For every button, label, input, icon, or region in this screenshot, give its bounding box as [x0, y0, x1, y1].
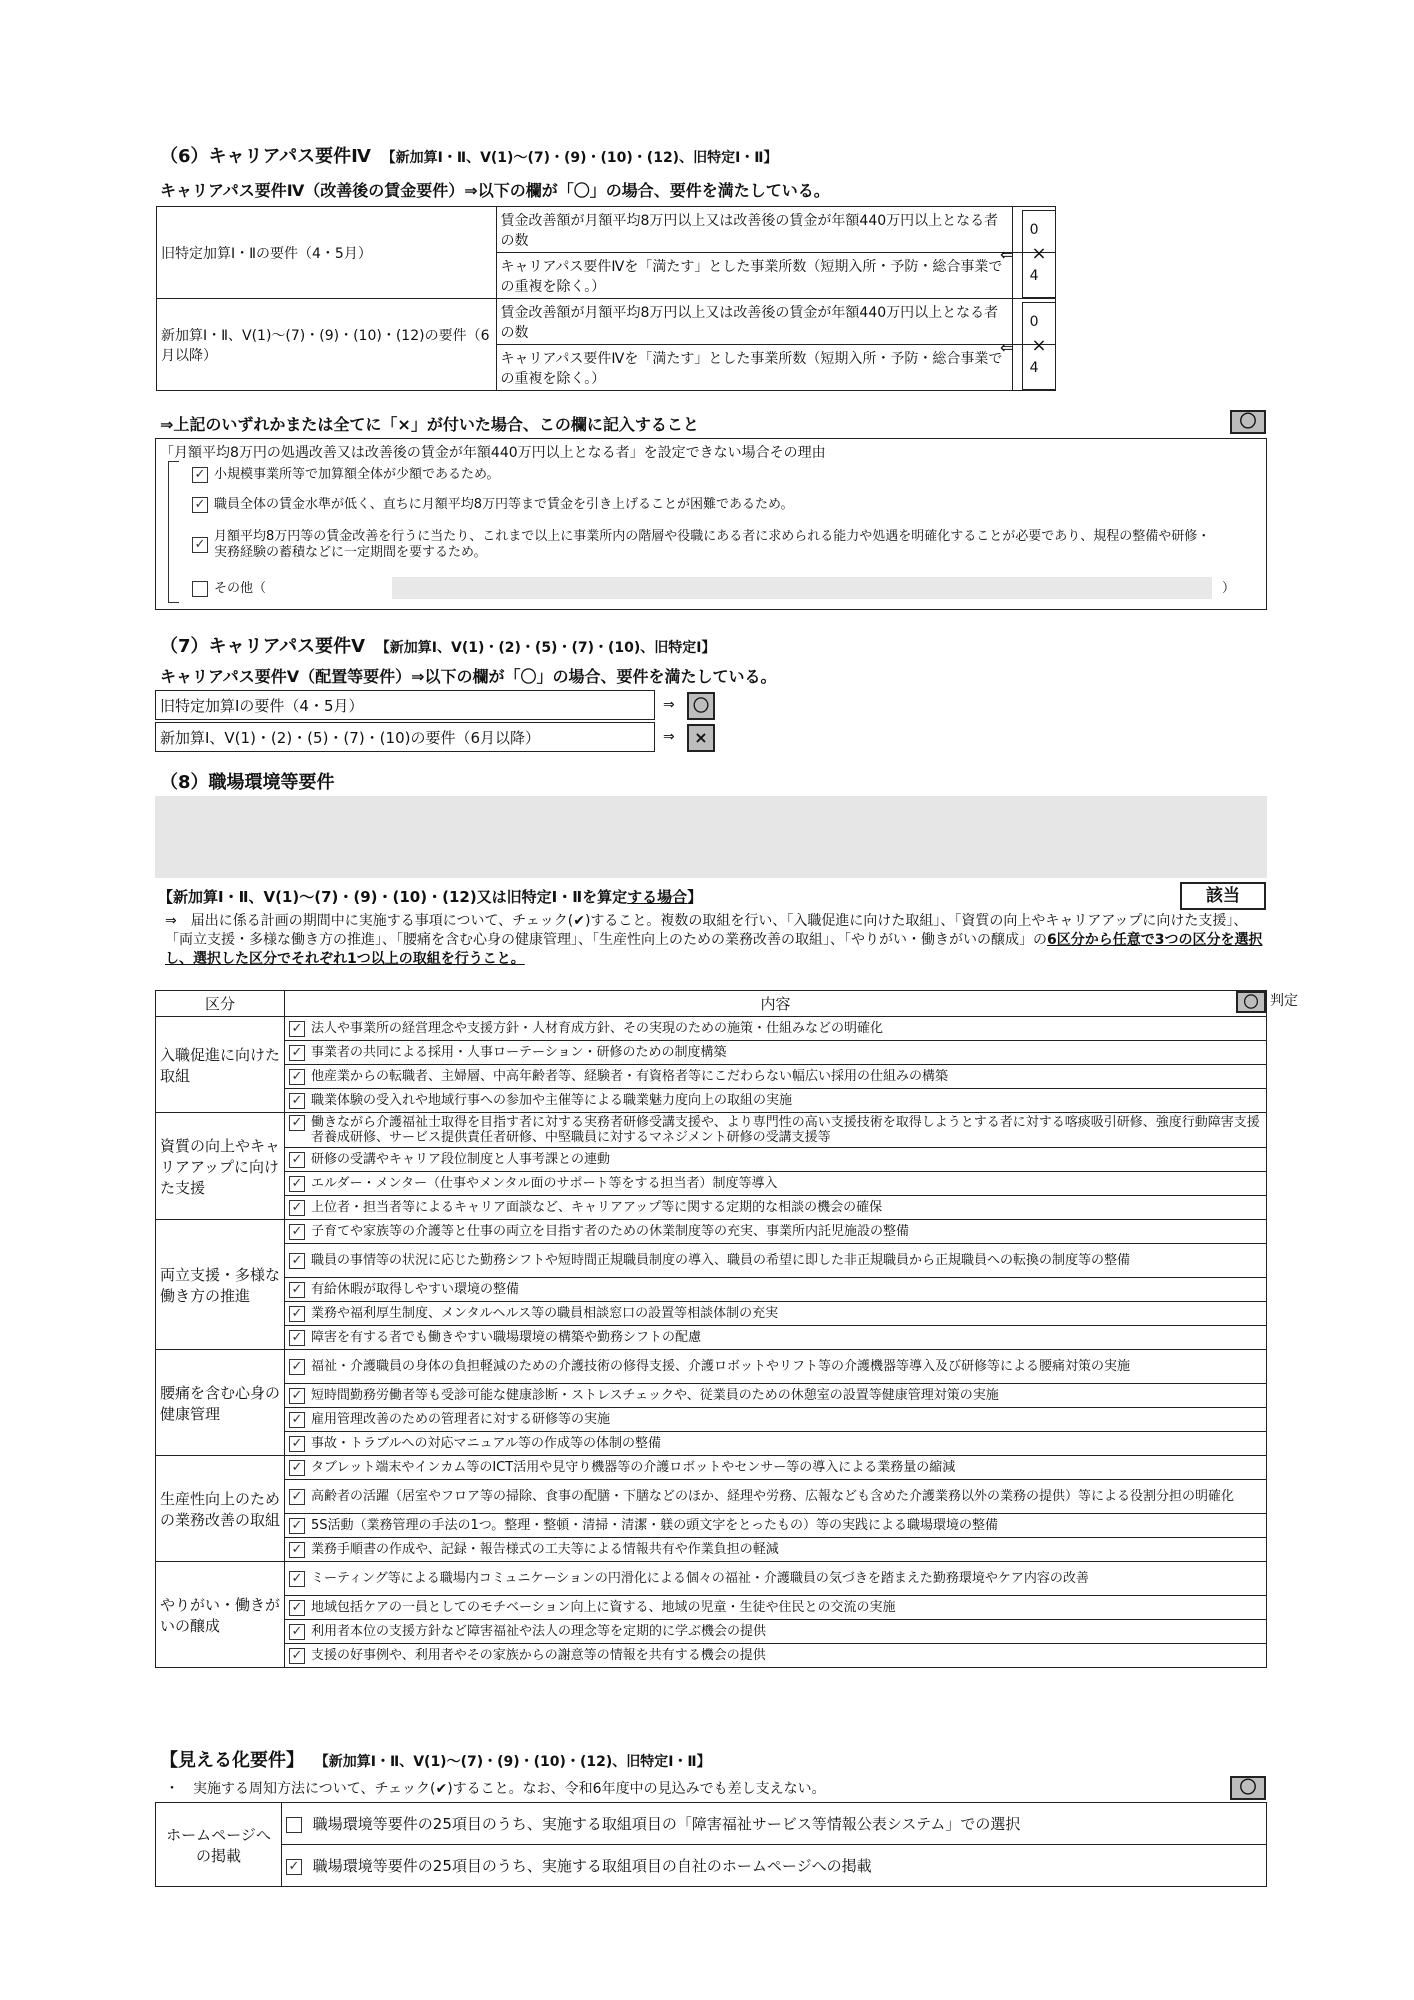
- env-col-content: [285, 991, 1267, 1017]
- reason-2[interactable]: [192, 497, 1252, 513]
- reason-3-checkbox[interactable]: ✓: [192, 537, 208, 553]
- env-item-text: 法人や事業所の経営理念や支援方針・人材育成方針、その実現のための施策・仕組みなどの明確化: [311, 1020, 884, 1036]
- sec6-row2-item2: キャリアパス要件Ⅳを「満たす」とした事業所数（短期入所・予防・総合事業での重複を除く。）: [496, 345, 1013, 391]
- env-row: [156, 1620, 1267, 1644]
- env-item[interactable]: [285, 1172, 1267, 1196]
- sec6-note: ⇒上記のいずれかまたは全てに「×」が付いた場合、この欄に記入すること: [160, 415, 699, 434]
- env-item-text: ミーティング等による職場内コミュニケーションの円滑化による個々の福祉・介護職員の気づきを踏まえた勤務環境やケア内容の改善: [311, 1570, 1089, 1586]
- env-row: [156, 1244, 1267, 1278]
- sec6-row1-item1-value: 0: [1013, 207, 1056, 253]
- env-item[interactable]: [285, 1017, 1267, 1041]
- env-item-text: 支援の好事例や、利用者やその家族からの謝意等の情報を共有する機会の提供: [311, 1647, 766, 1663]
- env-item-checkbox[interactable]: ✓: [289, 1306, 305, 1322]
- mieru-cat: ホームページへの掲載: [156, 1803, 282, 1887]
- env-category: 資質の向上やキャリアアップに向けた支援: [156, 1113, 285, 1220]
- sec7-row2-label: 新加算Ⅰ、Ⅴ(1)・(2)・(5)・(7)・(10)の要件（6月以降）: [155, 722, 655, 752]
- sec6-row2-item1-value: 0: [1013, 299, 1056, 345]
- env-item-checkbox[interactable]: ✓: [289, 1388, 305, 1404]
- env-item-text: 上位者・担当者等によるキャリア面談など、キャリアアップ等に関する定期的な相談の機会の確保: [311, 1199, 883, 1215]
- env-item[interactable]: [285, 1432, 1267, 1456]
- sec6-subtitle: キャリアパス要件Ⅳ（改善後の賃金要件）⇒以下の欄が「〇」の場合、要件を満たしている。: [160, 181, 830, 200]
- sec8-instr-a: ⇒ 届出に係る計画の期間中に実施する事項について、チェック(✔)すること。複数の取組を行い、「入職促進に向けた取組」、「資質の向上やキャリアアップに向けた支援」、「両立支援・多様な働き方の推進」、「腰痛を含む心身の健康管理」、「生産性向上のための業務改善の取組」、「やりがい・働きがいの醸成」の: [165, 913, 1248, 948]
- env-item-text: 短時間勤務労働者等も受診可能な健康診断・ストレスチェックや、従業員のための休憩室の設置等健康管理対策の実施: [311, 1387, 999, 1403]
- env-item[interactable]: [285, 1562, 1267, 1596]
- sec6-row1-label: 旧特定加算Ⅰ・Ⅱの要件（4・5月）: [157, 207, 497, 299]
- env-item-text: 利用者本位の支援方針など障害福祉や法人の理念等を定期的に学ぶ機会の提供: [311, 1623, 767, 1639]
- env-row: [156, 1456, 1267, 1480]
- sec8-cond-text: 【新加算Ⅰ・Ⅱ、Ⅴ(1)～(7)・(9)・(10)・(12)又は旧特定Ⅰ・Ⅱを算定: [158, 888, 628, 906]
- sec8-cond-underlined: する場合: [627, 888, 688, 906]
- sec7-title-line: [160, 632, 715, 658]
- sec6-row2-result: ×: [1022, 302, 1056, 390]
- sec7-row1-arrow: ⇒: [663, 697, 675, 713]
- env-category: 腰痛を含む心身の健康管理: [156, 1350, 285, 1456]
- env-item-text: 職員の事情等の状況に応じた勤務シフトや短時間正規職員制度の導入、職員の希望に即した非正規職員から正規職員への転換の制度等の整備: [311, 1252, 1131, 1268]
- env-item[interactable]: [285, 1196, 1267, 1220]
- env-item-text: タブレット端末やインカム等のICT活用や見守り機器等の介護ロボットやセンサー等の導入による業務量の縮減: [311, 1459, 956, 1475]
- reason-3-text: 月額平均8万円等の賃金改善を行うに当たり、これまで以上に事業所内の階層や役職にある者に求められる能力や処遇を明確化することが必要であり、規程の整備や研修・実務経験の蓄積などに一定期間を要するため。: [214, 529, 1211, 560]
- env-item[interactable]: [285, 1041, 1267, 1065]
- env-item[interactable]: [285, 1220, 1267, 1244]
- env-item-text: 業務手順書の作成や、記録・報告様式の工夫等による情報共有や作業負担の軽減: [311, 1541, 779, 1557]
- env-row: [156, 1041, 1267, 1065]
- env-row: [156, 1220, 1267, 1244]
- env-col-cat: 区分: [156, 991, 285, 1017]
- env-item-checkbox[interactable]: ✓: [289, 1571, 305, 1587]
- reason-3[interactable]: [192, 529, 1252, 561]
- env-item-checkbox[interactable]: ✓: [289, 1330, 305, 1346]
- mieru-instr: ・ 実施する周知方法について、チェック(✔)すること。なお、令和6年度中の見込みでも差し支えない。: [165, 1781, 826, 1797]
- env-item[interactable]: [285, 1065, 1267, 1089]
- env-item-text: 障害を有する者でも働きやすい職場環境の構築や勤務シフトの配慮: [311, 1329, 702, 1345]
- env-item-checkbox[interactable]: ✓: [289, 1176, 305, 1192]
- env-row: [156, 1065, 1267, 1089]
- env-item-checkbox[interactable]: ✓: [289, 1021, 305, 1037]
- env-item[interactable]: [285, 1350, 1267, 1384]
- sec8-instr-b: 6区分から任意で3つの区分を選択し、選択した区分でそれぞれ1つ以上の取組を行うこと。: [165, 932, 1263, 967]
- env-row: [156, 1596, 1267, 1620]
- sec6-row1-arrow: ⇐: [1000, 245, 1014, 264]
- env-item[interactable]: [285, 1514, 1267, 1538]
- env-item-text: 業務や福利厚生制度、メンタルヘルス等の職員相談窓口の設置等相談体制の充実: [311, 1305, 779, 1321]
- env-category: 生産性向上のための業務改善の取組: [156, 1456, 285, 1562]
- env-item-text: 他産業からの転職者、主婦層、中高年齢者等、経験者・有資格者等にこだわらない幅広い採用の仕組みの構築: [311, 1068, 949, 1084]
- mieru-result: 〇: [1230, 1776, 1266, 1800]
- env-item-text: 研修の受講やキャリア段位制度と人事考課との連動: [311, 1151, 611, 1167]
- sec7-row1-label: 旧特定加算Ⅰの要件（4・5月）: [155, 690, 655, 720]
- env-item[interactable]: [285, 1620, 1267, 1644]
- env-item-text: 事業者の共同による採用・人事ローテーション・研修のための制度構築: [311, 1044, 727, 1060]
- env-row: [156, 1408, 1267, 1432]
- sec6-table: [156, 206, 1056, 391]
- reason-1-checkbox[interactable]: ✓: [192, 467, 208, 483]
- reason-2-checkbox[interactable]: ✓: [192, 497, 208, 513]
- env-table: [155, 990, 1267, 1668]
- env-item-checkbox[interactable]: ✓: [289, 1600, 305, 1616]
- env-item-text: 高齢者の活躍（居室やフロア等の掃除、食事の配膳・下膳などのほか、経理や労務、広報なども含めた介護業務以外の業務の提供）等による役割分担の明確化: [311, 1488, 1235, 1504]
- env-item-text: 雇用管理改善のための管理者に対する研修等の実施: [311, 1411, 611, 1427]
- sec7-subtitle: キャリアパス要件Ⅴ（配置等要件）⇒以下の欄が「〇」の場合、要件を満たしている。: [160, 667, 777, 686]
- env-item-checkbox[interactable]: ✓: [289, 1045, 305, 1061]
- other-reason-field[interactable]: [392, 577, 1212, 599]
- sec7-row1-result: 〇: [687, 692, 715, 720]
- env-item-checkbox[interactable]: ✓: [289, 1152, 305, 1168]
- env-item-checkbox[interactable]: ✓: [289, 1436, 305, 1452]
- env-row: [156, 1644, 1267, 1668]
- env-item-text: 事故・トラブルへの対応マニュアル等の作成等の体制の整備: [311, 1435, 661, 1451]
- sec8-gray-area: [155, 796, 1267, 878]
- env-item-checkbox[interactable]: ✓: [289, 1412, 305, 1428]
- reason-1[interactable]: [192, 467, 1252, 483]
- env-col-content-label: 内容: [760, 995, 791, 1013]
- env-item-checkbox[interactable]: ✓: [289, 1253, 305, 1269]
- env-item-checkbox[interactable]: ✓: [289, 1542, 305, 1558]
- sec6-reason-title: 「月額平均8万円の処遇改善又は改善後の賃金が年額440万円以上となる者」を設定できない場合その理由: [160, 445, 826, 461]
- env-item[interactable]: [285, 1148, 1267, 1172]
- sec6-row2-item2-value: 4: [1013, 345, 1056, 391]
- env-row: [156, 1196, 1267, 1220]
- env-item-text: 地域包括ケアの一員としてのモチベーション向上に資する、地域の児童・生徒や住民との交流の実施: [311, 1599, 896, 1615]
- env-row: [156, 1326, 1267, 1350]
- env-item-checkbox[interactable]: ✓: [289, 1200, 305, 1216]
- env-item[interactable]: [285, 1480, 1267, 1514]
- env-row: [156, 1172, 1267, 1196]
- sec8-condition: [158, 886, 702, 907]
- sec6-row1-item2: キャリアパス要件Ⅳを「満たす」とした事業所数（短期入所・予防・総合事業での重複を除く。）: [496, 253, 1013, 299]
- env-row: [156, 1350, 1267, 1384]
- reason-4[interactable]: [192, 581, 1252, 597]
- env-item[interactable]: [285, 1538, 1267, 1562]
- reason-4-checkbox[interactable]: [192, 581, 208, 597]
- env-row: [156, 1514, 1267, 1538]
- mieru-item-1[interactable]: [282, 1803, 1267, 1845]
- env-category: 両立支援・多様な働き方の推進: [156, 1220, 285, 1350]
- mieru-item-2-checkbox[interactable]: ✓: [286, 1859, 302, 1875]
- env-item-checkbox[interactable]: ✓: [289, 1224, 305, 1240]
- env-item[interactable]: [285, 1113, 1267, 1148]
- env-item-text: 働きながら介護福祉士取得を目指す者に対する実務者研修受講支援や、より専門性の高い支援技術を取得しようとする者に対する喀痰吸引研修、強度行動障害支援者養成研修、サービス提供責任者研修、中堅職員に対するマネジメント研修の受講支援等: [311, 1115, 1260, 1145]
- env-item-text: 福祉・介護職員の身体の負担軽減のための介護技術の修得支援、介護ロボットやリフト等の介護機器等導入及び研修等による腰痛対策の実施: [311, 1358, 1131, 1374]
- sec6-row2-arrow: ⇐: [1000, 338, 1014, 357]
- env-item[interactable]: [285, 1302, 1267, 1326]
- env-item-checkbox[interactable]: ✓: [289, 1069, 305, 1085]
- judge-label: 判定: [1270, 993, 1298, 1009]
- sec6-title-note: 【新加算Ⅰ・Ⅱ、Ⅴ(1)～(7)・(9)・(10)・(12)、旧特定Ⅰ・Ⅱ】: [381, 150, 778, 166]
- reason-4-close: ）: [1222, 581, 1236, 596]
- env-item[interactable]: [285, 1596, 1267, 1620]
- sec8-instructions: [165, 912, 1265, 969]
- sec6-row2-label: 新加算Ⅰ・Ⅱ、Ⅴ(1)～(7)・(9)・(10)・(12)の要件（6月以降）: [157, 299, 497, 391]
- env-item-checkbox[interactable]: ✓: [289, 1624, 305, 1640]
- sec6-row1-result: ×: [1022, 210, 1056, 298]
- mieru-table: [155, 1802, 1267, 1887]
- env-item[interactable]: [285, 1644, 1267, 1668]
- mieru-title-note: 【新加算Ⅰ・Ⅱ、Ⅴ(1)～(7)・(9)・(10)・(12)、旧特定Ⅰ・Ⅱ】: [314, 1754, 711, 1770]
- sec6-title-line: [160, 142, 778, 168]
- env-row: [156, 1017, 1267, 1041]
- sec6-reason-box: [155, 438, 1267, 610]
- sec6-row1-item2-value: 4: [1013, 253, 1056, 299]
- sec7-row2-arrow: ⇒: [663, 729, 675, 745]
- env-row: [156, 1148, 1267, 1172]
- env-item-checkbox[interactable]: ✓: [289, 1359, 305, 1375]
- sec7-row2-result: ×: [687, 724, 715, 752]
- env-item[interactable]: [285, 1278, 1267, 1302]
- sec7-title: （7）キャリアパス要件Ⅴ: [160, 636, 366, 657]
- env-row: [156, 1562, 1267, 1596]
- env-item-text: 職業体験の受入れや地域行事への参加や主催等による職業魅力度向上の取組の実施: [311, 1092, 793, 1108]
- env-item[interactable]: [285, 1384, 1267, 1408]
- env-item-checkbox[interactable]: ✓: [289, 1282, 305, 1298]
- env-row: [156, 1302, 1267, 1326]
- env-item[interactable]: [285, 1408, 1267, 1432]
- env-row: [156, 1089, 1267, 1113]
- env-item-checkbox[interactable]: ✓: [289, 1648, 305, 1664]
- env-item[interactable]: [285, 1456, 1267, 1480]
- env-item-checkbox[interactable]: ✓: [289, 1518, 305, 1534]
- mieru-item-2-text: 職場環境等要件の25項目のうち、実施する取組項目の自社のホームページへの掲載: [312, 1857, 872, 1875]
- env-item-checkbox[interactable]: ✓: [289, 1093, 305, 1109]
- sec7-title-note: 【新加算Ⅰ、Ⅴ(1)・(2)・(5)・(7)・(10)、旧特定Ⅰ】: [375, 640, 716, 656]
- mieru-item-1-checkbox[interactable]: [286, 1817, 302, 1833]
- mieru-item-2[interactable]: [282, 1845, 1267, 1887]
- sec8-cond-end: 】: [687, 888, 703, 906]
- env-item[interactable]: [285, 1089, 1267, 1113]
- env-item-text: 5S活動（業務管理の手法の1つ。整理・整頓・清掃・清潔・躾の頭文字をとったもの）等の実践による職場環境の整備: [311, 1517, 999, 1533]
- env-row: [156, 1278, 1267, 1302]
- sec8-title: （8）職場環境等要件: [160, 772, 335, 793]
- env-item[interactable]: [285, 1326, 1267, 1350]
- reason-1-text: 小規模事業所等で加算額全体が少額であるため。: [214, 467, 500, 482]
- reason-2-text: 職員全体の賃金水準が低く、直ちに月額平均8万円等まで賃金を引き上げることが困難であるため。: [214, 497, 794, 512]
- env-row: [156, 1113, 1267, 1148]
- env-row: [156, 1538, 1267, 1562]
- mieru-title: 【見える化要件】: [160, 1750, 304, 1771]
- mieru-title-line: [160, 1746, 711, 1772]
- env-item-checkbox[interactable]: ✓: [289, 1489, 305, 1505]
- env-item-text: 有給休暇が取得しやすい環境の整備: [311, 1281, 520, 1297]
- sec6-note-result: 〇: [1230, 410, 1266, 434]
- env-item-checkbox[interactable]: ✓: [289, 1460, 305, 1476]
- env-category: やりがい・働きがいの醸成: [156, 1562, 285, 1668]
- mieru-item-1-text: 職場環境等要件の25項目のうち、実施する取組項目の「障害福祉サービス等情報公表システム」での選択: [312, 1815, 1021, 1833]
- env-item[interactable]: [285, 1244, 1267, 1278]
- env-category: 入職促進に向けた取組: [156, 1017, 285, 1113]
- env-row: [156, 1480, 1267, 1514]
- env-item-text: エルダー・メンター（仕事やメンタル面のサポート等をする担当者）制度等導入: [311, 1175, 778, 1191]
- reason-bracket: [168, 461, 179, 603]
- reason-4-text: その他（: [214, 581, 267, 596]
- env-item-checkbox[interactable]: ✓: [289, 1115, 305, 1131]
- judge-mark: 〇: [1236, 991, 1266, 1013]
- env-item-text: 子育てや家族等の介護等と仕事の両立を目指す者のための休業制度等の充実、事業所内託児施設の整備: [311, 1223, 910, 1239]
- sec6-row1-item1: 賃金改善額が月額平均8万円以上又は改善後の賃金が年額440万円以上となる者の数: [496, 207, 1013, 253]
- env-row: [156, 1384, 1267, 1408]
- sec6-title: （6）キャリアパス要件Ⅳ: [160, 146, 371, 167]
- env-row: [156, 1432, 1267, 1456]
- sec8-badge: 該当: [1180, 882, 1266, 910]
- sec6-row2-item1: 賃金改善額が月額平均8万円以上又は改善後の賃金が年額440万円以上となる者の数: [496, 299, 1013, 345]
